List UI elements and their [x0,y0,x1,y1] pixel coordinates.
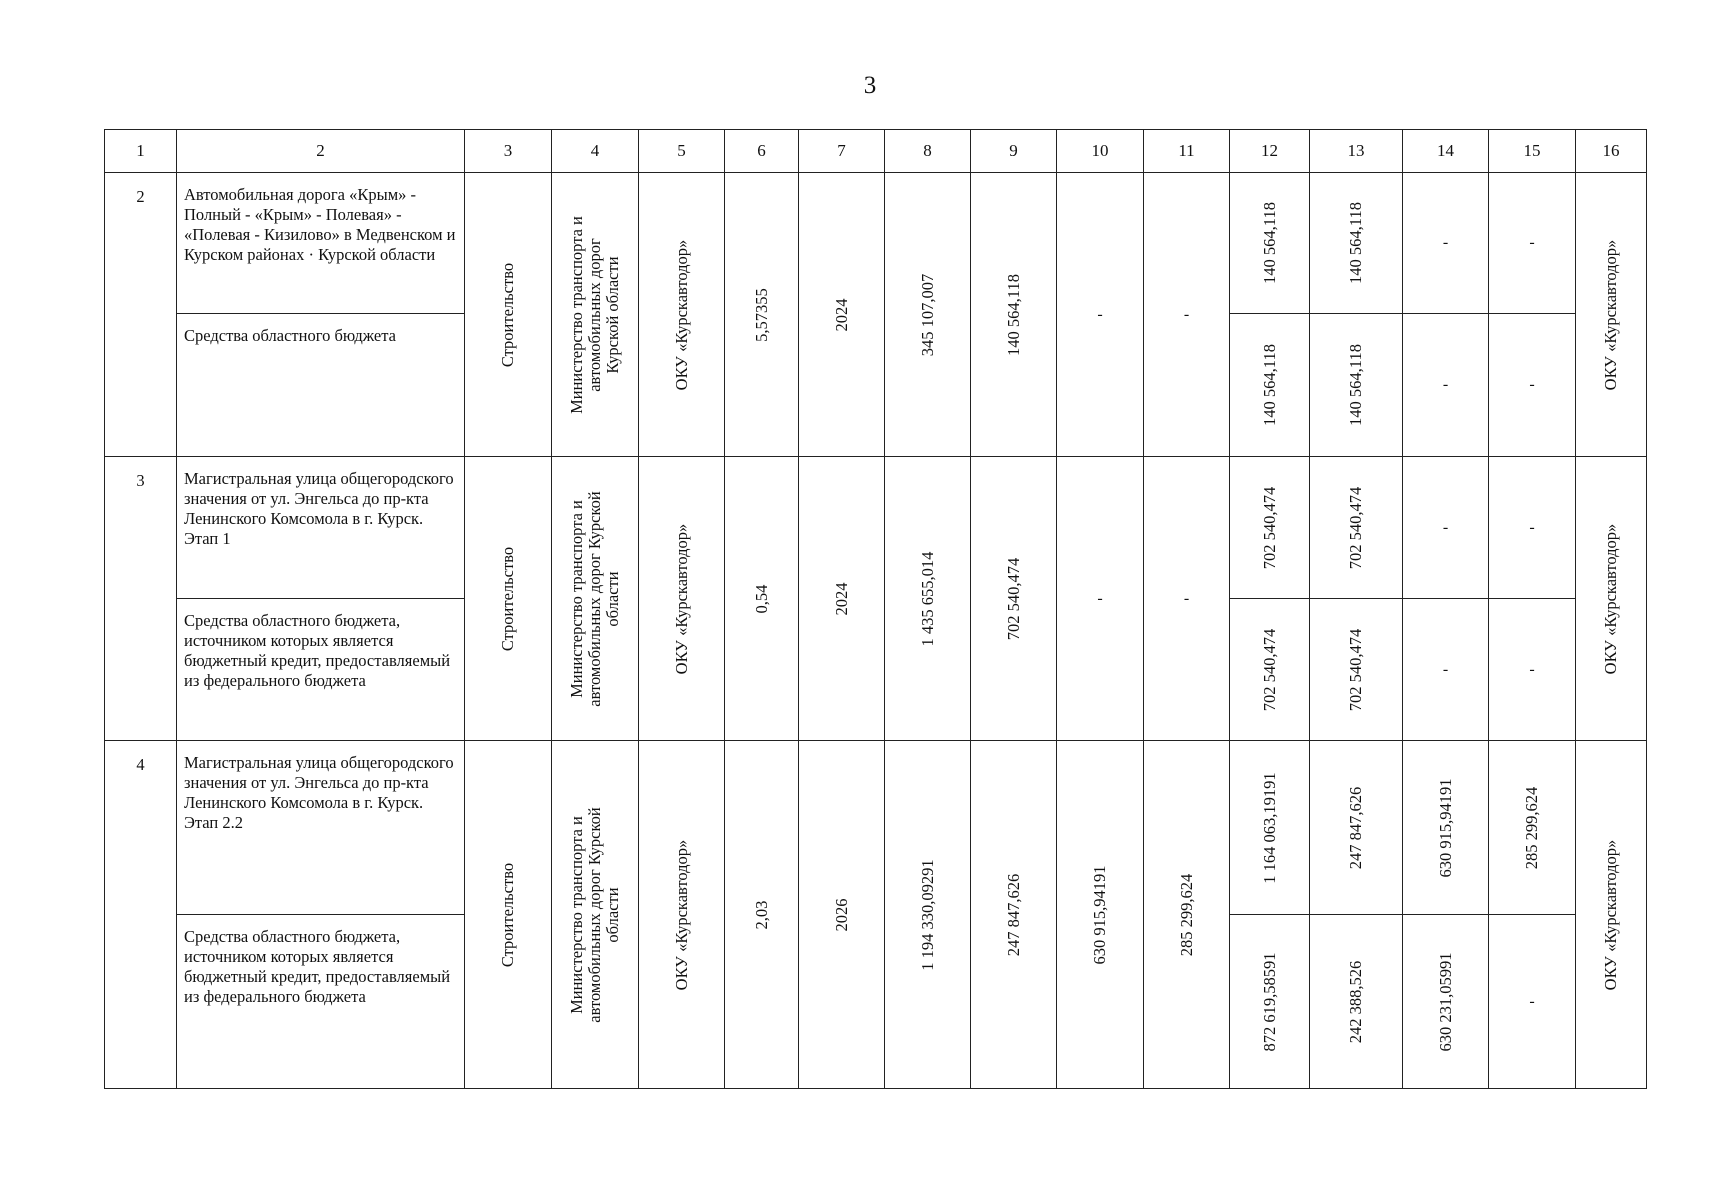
col9-cell [971,173,1057,457]
contractor: ОКУ «Курскавтодор» [671,523,691,674]
col12-value: 702 540,474 [1259,628,1279,711]
work-type-cell [465,741,552,1089]
header-row [105,130,1647,173]
customer: Министерство транспорта и автомобильных дорог Курской области [567,806,622,1023]
col9-value: 247 847,626 [1003,873,1023,956]
contractor-cell [639,173,725,457]
contractor-cell [639,741,725,1089]
year: 2026 [831,898,851,931]
funding-source: Средства областного бюджета [177,314,465,457]
col10-cell [1057,741,1144,1089]
col-header: 14 [1403,130,1489,173]
col14-cell [1403,457,1489,599]
col16-cell [1576,173,1647,457]
col12-value: 140 564,118 [1259,202,1279,284]
col13-cell [1310,915,1403,1089]
year: 2024 [831,582,851,615]
col13-cell [1310,457,1403,599]
work-type: Строительство [498,546,517,651]
col15-cell [1489,457,1576,599]
col10-value: - [1097,305,1103,323]
col14-value: 630 231,05991 [1435,952,1455,1051]
col15-cell [1489,741,1576,915]
col15-value: - [1529,660,1535,678]
col10-cell [1057,173,1144,457]
col-header: 7 [799,130,885,173]
col9-cell [971,741,1057,1089]
col9-value: 140 564,118 [1003,273,1023,356]
col14-cell [1403,915,1489,1089]
col13-cell [1310,173,1403,314]
col14-cell [1403,173,1489,314]
col13-cell [1310,599,1403,741]
col-header: 9 [971,130,1057,173]
col11-cell [1144,173,1230,457]
col12-cell [1230,457,1310,599]
col16-value: ОКУ «Курскавтодор» [1601,523,1620,674]
col15-cell [1489,599,1576,741]
col10-value: - [1097,589,1103,607]
work-type: Строительство [498,862,517,967]
work-type-cell [465,173,552,457]
col15-cell [1489,915,1576,1089]
col-header: 2 [177,130,465,173]
col12-cell [1230,173,1310,314]
page-number: 3 [863,72,877,99]
col9-cell [971,457,1057,741]
col12-value: 702 540,474 [1259,486,1279,569]
col-header: 13 [1310,130,1403,173]
col16-value: ОКУ «Курскавтодор» [1601,839,1620,990]
col-header: 4 [552,130,639,173]
row-number: 2 [105,173,177,457]
col-header: 8 [885,130,971,173]
customer: Министерство транспорта и автомобильных дорог Курской области [567,490,622,707]
estimate-value: 1 435 655,014 [917,551,937,646]
col12-cell [1230,741,1310,915]
object-name: Магистральная улица общегородского значения от ул. Энгельса до пр-кта Ленинского Комсомола в г. Курск. Этап 2.2 [177,741,465,915]
capacity-cell [725,457,799,741]
col13-value: 242 388,526 [1346,960,1365,1043]
object-name: Автомобильная дорога «Крым» - Полный - «Крым» - Полевая» - «Полевая - Кизилово» в Медвенском и Курском районах · Курской области [177,173,465,314]
object-name: Магистральная улица общегородского значения от ул. Энгельса до пр-кта Ленинского Комсомола в г. Курск. Этап 1 [177,457,465,599]
col14-value: - [1442,234,1449,251]
col14-value: - [1442,660,1449,678]
col11-cell [1144,741,1230,1089]
col11-value: 285 299,624 [1176,873,1196,956]
col-header: 12 [1230,130,1310,173]
year-cell [799,741,885,1089]
col16-value: ОКУ «Курскавтодор» [1601,239,1620,390]
estimate-value: 345 107,007 [917,273,937,356]
contractor: ОКУ «Курскавтодор» [671,239,691,390]
estimate-cell [885,741,971,1089]
col13-cell [1310,741,1403,915]
year-cell [799,457,885,741]
col10-cell [1057,457,1144,741]
customer: Министерство транспорта и автомобильных дорог Курской области [567,215,622,414]
col10-value: 630 915,94191 [1090,865,1109,964]
estimate-value: 1 194 330,09291 [917,858,937,971]
col14-cell [1403,314,1489,457]
col-header: 5 [639,130,725,173]
capacity: 2,03 [751,900,771,929]
customer-cell [552,457,639,741]
col12-cell [1230,599,1310,741]
estimate-cell [885,457,971,741]
capacity-cell [725,741,799,1089]
col13-value: 140 564,118 [1346,202,1365,284]
year-cell [799,173,885,457]
funding-source: Средства областного бюджета, источником которых является бюджетный кредит, предоставляемый из федерального бюджета [177,915,465,1089]
col15-value: - [1529,376,1535,393]
customer-cell [552,173,639,457]
col-header: 15 [1489,130,1576,173]
col13-value: 702 540,474 [1346,486,1365,569]
col15-cell [1489,173,1576,314]
col15-cell [1489,314,1576,457]
funding-source: Средства областного бюджета, источником которых является бюджетный кредит, предоставляемый из федерального бюджета [177,599,465,741]
col-header: 1 [105,130,177,173]
col14-value: - [1442,376,1449,393]
capacity-cell [725,173,799,457]
customer-cell [552,741,639,1089]
col16-cell [1576,741,1647,1089]
col-header: 10 [1057,130,1144,173]
table-row [105,457,1647,599]
year: 2024 [831,298,851,331]
col13-cell [1310,314,1403,457]
col12-value: 140 564,118 [1259,344,1279,426]
col14-value: 630 915,94191 [1435,778,1455,877]
col13-value: 140 564,118 [1346,344,1365,426]
col12-cell [1230,314,1310,457]
col14-value: - [1442,518,1449,536]
work-type: Строительство [498,262,517,367]
table-row [105,741,1647,915]
contractor: ОКУ «Курскавтодор» [671,839,691,990]
col15-value: 285 299,624 [1522,786,1541,869]
col-header: 3 [465,130,552,173]
col14-cell [1403,599,1489,741]
col13-value: 702 540,474 [1346,628,1365,711]
capacity: 5,57355 [751,287,771,342]
row-number: 3 [105,457,177,741]
col13-value: 247 847,626 [1346,786,1365,869]
col16-cell [1576,457,1647,741]
col-header: 16 [1576,130,1647,173]
col-header: 11 [1144,130,1230,173]
work-type-cell [465,457,552,741]
col12-value: 1 164 063,19191 [1259,771,1279,884]
row-number: 4 [105,741,177,1089]
col14-cell [1403,741,1489,915]
estimate-cell [885,173,971,457]
data-table [104,129,1647,1089]
table-row [105,173,1647,314]
col15-value: - [1529,234,1535,251]
capacity: 0,54 [751,584,771,613]
col12-cell [1230,915,1310,1089]
col11-value: - [1183,589,1190,607]
col-header: 6 [725,130,799,173]
col15-value: - [1529,518,1535,536]
contractor-cell [639,457,725,741]
col11-value: - [1183,305,1190,323]
col11-cell [1144,457,1230,741]
col15-value: - [1529,992,1535,1010]
col9-value: 702 540,474 [1003,557,1023,640]
col12-value: 872 619,58591 [1259,952,1279,1051]
